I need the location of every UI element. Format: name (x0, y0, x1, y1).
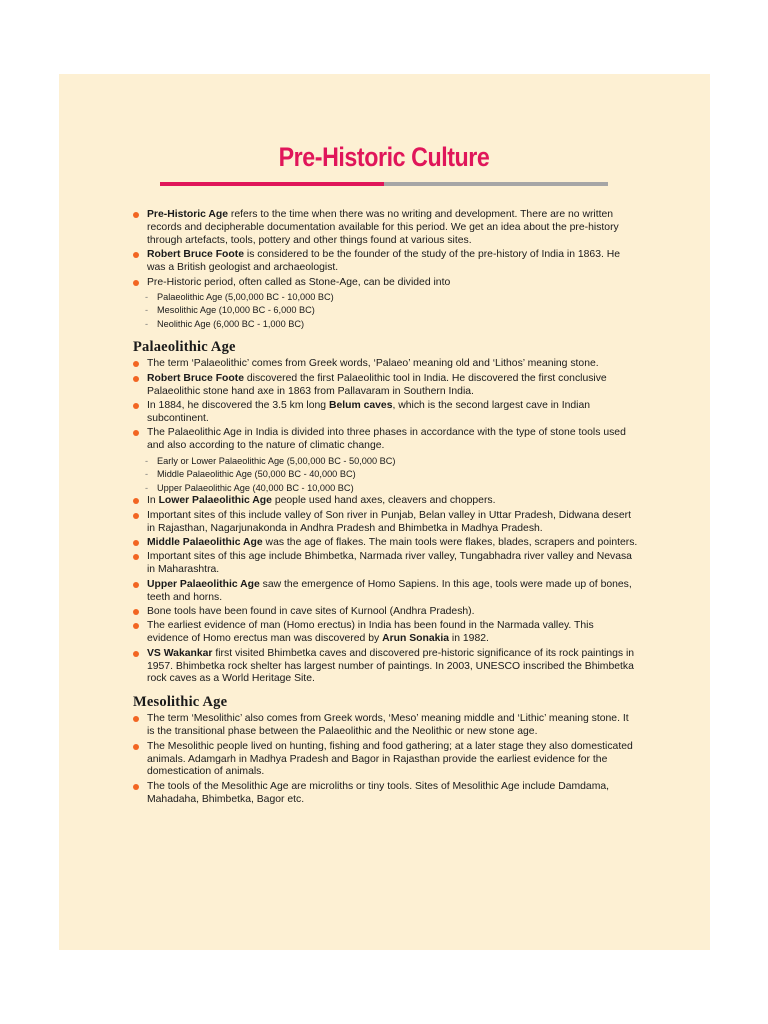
item-bold: VS Wakankar (147, 647, 213, 659)
mesolithic-list (133, 713, 638, 806)
title-rule-grey (384, 182, 608, 186)
list-item (133, 551, 638, 577)
bullet-icon (133, 582, 139, 588)
list-item (133, 537, 638, 550)
item-bold: Lower Palaeolithic Age (158, 495, 272, 507)
item-text: refers to the time when there was no writing and development. There are no written records and decipherable documentation available for this period. We get an idea about the pre-history through artefacts, tools, pottery and other things found at various sites. (147, 209, 619, 246)
item-text: Bone tools have been found in cave sites of Kurnool (Andhra Pradesh). (147, 605, 475, 617)
bullet-icon (133, 376, 139, 382)
bullet-icon (133, 212, 139, 218)
item-bold: Robert Bruce Foote (147, 372, 244, 384)
item-text: , which is the second largest cave in Indian subcontinent. (147, 400, 591, 424)
list-item (133, 209, 638, 248)
item-bold: Pre-Historic Age (147, 209, 229, 220)
item-text: Pre-Historic period, often called as Stone-Age, can be divided into (147, 276, 451, 288)
item-text: Important sites of this include valley of Son river in Punjab, Belan valley in Uttar Pradesh, Didwana desert in Rajasthan, Nagarjunakonda in Andhra Pradesh and Bhimbetka in Madhya Pradesh. (147, 509, 631, 534)
item-text: Important sites of this age include Bhimbetka, Narmada river valley, Tungabhadra river valley and Nevasa in Maharashtra. (147, 551, 632, 576)
item-text: The Mesolithic people lived on hunting, fishing and food gathering; at a later stage they also domesticated animals. Adamgarh in Madhya Pradesh and Bagor in Rajasthan provide the earliest evidence for the domestication of animals. (147, 740, 633, 778)
bullet-icon (133, 609, 139, 615)
list-item (133, 358, 638, 371)
item-text: was the age of flakes. The main tools were flakes, blades, scrapers and pointers. (262, 536, 638, 548)
list-item (133, 277, 638, 290)
list-item (133, 249, 638, 275)
item-text: The term ‘Mesolithic’ also comes from Greek words, ‘Meso’ meaning middle and ‘Lithic’ meaning stone. It is the transitional phase between the Palaeolithic and the Neolithic or new stone age. (147, 713, 629, 738)
sub-item-text: Upper Palaeolithic Age (40,000 BC - 10,000 BC) (157, 482, 354, 493)
bullet-icon (133, 554, 139, 560)
list-item (133, 495, 638, 508)
sub-item: - Upper Palaeolithic Age (40,000 BC - 10,000 BC) (145, 482, 354, 493)
section-heading-palaeolithic: Palaeolithic Age (133, 339, 236, 356)
bullet-icon (133, 403, 139, 409)
section-heading-mesolithic: Mesolithic Age (133, 694, 228, 711)
palaeolithic-list (133, 358, 638, 686)
item-text: In (147, 495, 159, 507)
sub-item: - Palaeolithic Age (5,00,000 BC - 10,000 BC) (145, 291, 334, 302)
item-bold: Middle Palaeolithic Age (147, 536, 263, 548)
bullet-icon (133, 651, 139, 657)
list-item (133, 781, 638, 807)
item-bold: Robert Bruce Foote (147, 249, 244, 261)
bullet-icon (133, 498, 139, 504)
sub-item: - Mesolithic Age (10,000 BC - 6,000 BC) (145, 305, 315, 316)
content (133, 209, 638, 808)
list-item (133, 510, 638, 536)
page-title: Pre-Historic Culture (278, 142, 490, 172)
bullet-icon (133, 252, 139, 258)
bullet-icon (133, 280, 139, 286)
bullet-icon (133, 430, 139, 436)
item-text: The Palaeolithic Age in India is divided into three phases in accordance with the type of stone tools used and also according to the nature of climatic change. (147, 427, 626, 452)
item-text: discovered the first Palaeolithic tool in India. He discovered the first conclusive Palaeolithic stone hand axe in 1863 from Pallavaram in Southern India. (147, 372, 607, 397)
item-text: saw the emergence of Homo Sapiens. In this age, tools were made up of bones, teeth and horns. (147, 578, 632, 603)
list-item (133, 648, 638, 687)
list-item (133, 713, 638, 739)
sub-item-text: Mesolithic Age (10,000 BC - 6,000 BC) (157, 305, 315, 316)
sub-item-text: Early or Lower Palaeolithic Age (5,00,000 BC - 50,000 BC) (157, 455, 396, 466)
item-text: people used hand axes, cleavers and choppers. (271, 495, 496, 507)
bullet-icon (133, 623, 139, 629)
intro-list (133, 209, 638, 331)
item-text: In 1884, he discovered the 3.5 km long (147, 400, 329, 412)
sub-item-text: Middle Palaeolithic Age (50,000 BC - 40,000 BC) (157, 469, 356, 480)
sub-item: - Neolithic Age (6,000 BC - 1,000 BC) (145, 318, 305, 329)
bullet-icon (133, 784, 139, 790)
item-bold: Arun Sonakia (382, 633, 450, 645)
bullet-icon (133, 513, 139, 519)
bullet-icon (133, 361, 139, 367)
list-item (133, 741, 638, 780)
item-text: is considered to be the founder of the study of the pre-history of India in 1863. He was a British geologist and archaeologist. (147, 249, 621, 274)
item-text: first visited Bhimbetka caves and discovered pre-historic significance of its rock paintings in 1957. Bhimbetka rock shelter has largest number of paintings. In 2003, UNESCO inscribed the Bhimbetka rock caves as a World Heritage Site. (147, 647, 635, 685)
item-bold: Belum caves (328, 400, 393, 412)
list-item (133, 400, 638, 426)
sub-item-text: Palaeolithic Age (5,00,000 BC - 10,000 BC) (157, 291, 334, 302)
item-text: in 1982. (449, 633, 489, 645)
item-text: The term ‘Palaeolithic’ comes from Greek words, ‘Palaeo’ meaning old and ‘Lithos’ meaning stone. (147, 358, 599, 370)
sub-item-text: Neolithic Age (6,000 BC - 1,000 BC) (157, 318, 305, 329)
bullet-icon (133, 744, 139, 750)
sub-item: - Early or Lower Palaeolithic Age (5,00,000 BC - 50,000 BC) (145, 455, 396, 466)
sub-item: - Middle Palaeolithic Age (50,000 BC - 40,000 BC) (145, 469, 356, 480)
bullet-icon (133, 540, 139, 546)
item-bold: Upper Palaeolithic Age (147, 578, 260, 590)
list-item (133, 620, 638, 646)
list-item (133, 373, 638, 399)
bullet-icon (133, 716, 139, 722)
item-text: The earliest evidence of man (Homo erectus) in India has been found in the Narmada valley. This evidence of Homo erectus man was discovered by (147, 620, 594, 645)
list-item (133, 427, 638, 453)
list-item (133, 579, 638, 605)
list-item (133, 606, 638, 619)
title-rule-red (160, 182, 384, 186)
item-text: The tools of the Mesolithic Age are microliths or tiny tools. Sites of Mesolithic Age include Damdama, Mahadaha, Bhimbetka, Bagor etc. (147, 780, 610, 805)
